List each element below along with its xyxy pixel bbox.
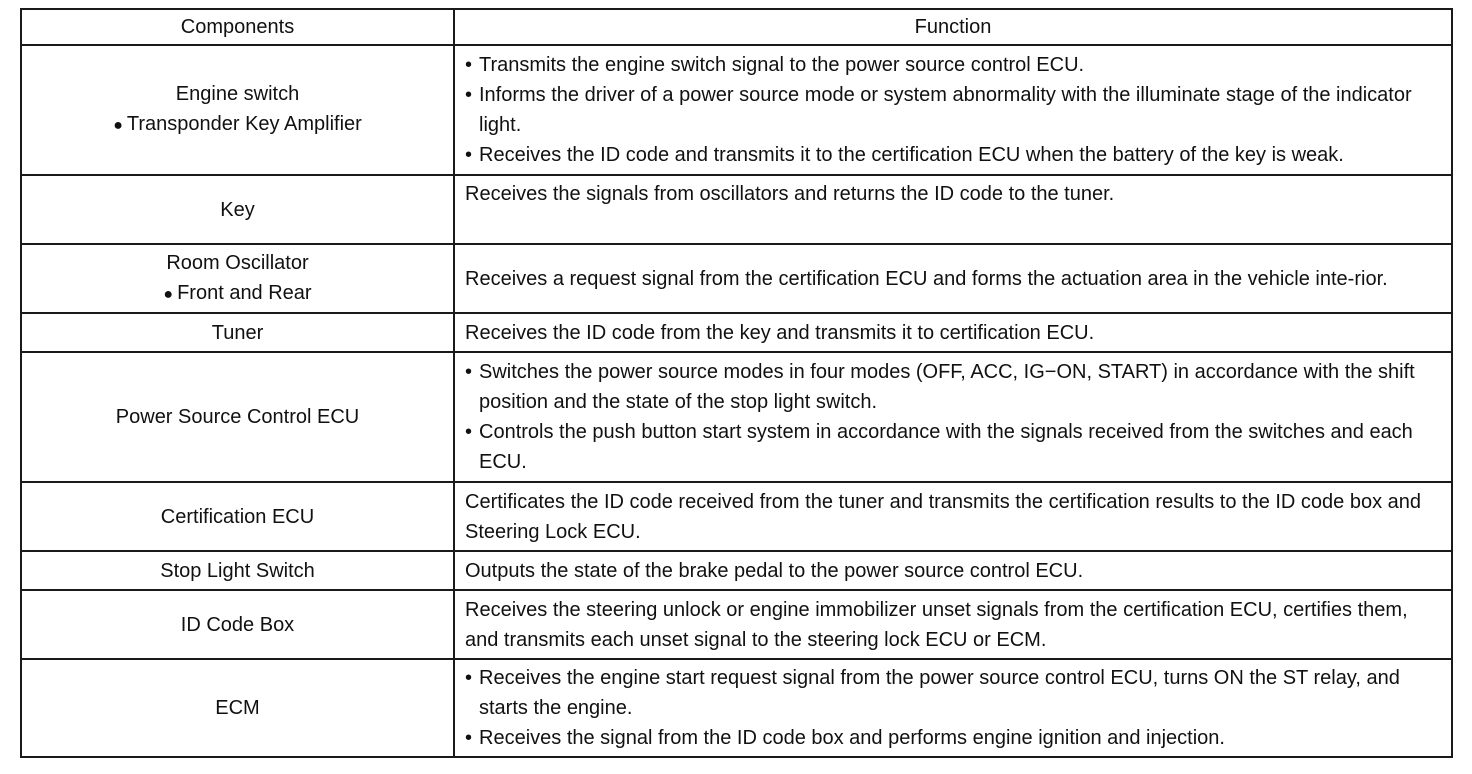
bullet-dot-icon: ● <box>113 117 123 134</box>
function-text: Receives the ID code from the key and transmits it to certification ECU. <box>465 321 1095 344</box>
function-cell <box>454 590 1452 659</box>
function-cell <box>454 313 1452 352</box>
function-cell <box>454 175 1452 244</box>
function-bullet: Receives the ID code and transmits it to the certification ECU when the battery of the key is weak. <box>479 144 1344 166</box>
function-text: Receives the steering unlock or engine immobilizer unset signals from the certification ECU, certifies them, and transmits each unset signal to the steering lock ECU or ECM. <box>465 598 1408 651</box>
function-bullet: Receives the signal from the ID code box and performs engine ignition and injection. <box>479 727 1225 749</box>
function-cell <box>454 244 1452 313</box>
function-text: Receives a request signal from the certification ECU and forms the actuation area in the vehicle inte-rior. <box>465 267 1388 290</box>
component-cell <box>21 482 454 551</box>
component-cell <box>21 659 454 757</box>
components-function-table <box>20 8 1453 758</box>
header-row <box>21 9 1452 45</box>
function-cell <box>454 45 1452 175</box>
component-name: Key <box>220 198 255 221</box>
table-row <box>21 659 1452 757</box>
component-name: Stop Light Switch <box>160 559 315 582</box>
component-name: ECM <box>215 697 260 719</box>
bullet-icon: • <box>465 144 473 166</box>
bullet-icon: • <box>465 54 473 76</box>
function-bullet: Informs the driver of a power source mode or system abnormality with the illuminate stage of the indicator light. <box>479 84 1412 136</box>
function-bullet: Transmits the engine switch signal to the power source control ECU. <box>479 54 1085 76</box>
function-bullet: Controls the push button start system in accordance with the signals received from the switches and each ECU. <box>479 421 1413 473</box>
table-row <box>21 244 1452 313</box>
bullet-icon: • <box>465 667 473 689</box>
bullet-icon: • <box>465 421 473 443</box>
function-cell <box>454 482 1452 551</box>
table-row <box>21 482 1452 551</box>
component-name: Engine switch <box>175 83 300 105</box>
header-components: Components <box>21 9 454 45</box>
function-text: Receives the signals from oscillators and returns the ID code to the tuner. <box>465 183 1115 205</box>
component-subitem: Transponder Key Amplifier <box>126 113 362 135</box>
table-row <box>21 551 1452 590</box>
component-cell <box>21 313 454 352</box>
header-function: Function <box>454 9 1452 45</box>
component-cell <box>21 551 454 590</box>
function-text: Certificates the ID code received from the tuner and transmits the certification results to the ID code box and Steering Lock ECU. <box>465 490 1422 543</box>
component-name: Power Source Control ECU <box>115 406 360 428</box>
function-bullet: Receives the engine start request signal from the power source control ECU, turns ON the ST relay, and starts the engine. <box>479 667 1400 719</box>
component-cell <box>21 590 454 659</box>
component-name: Certification ECU <box>160 505 315 528</box>
table-row <box>21 590 1452 659</box>
bullet-dot-icon: ● <box>163 285 174 303</box>
function-text: Outputs the state of the brake pedal to the power source control ECU. <box>465 559 1084 582</box>
component-cell <box>21 244 454 313</box>
bullet-icon: • <box>465 84 473 106</box>
bullet-icon: • <box>465 361 473 383</box>
table-row <box>21 45 1452 175</box>
component-cell <box>21 175 454 244</box>
table-row <box>21 313 1452 352</box>
component-name: Tuner <box>211 321 264 344</box>
component-name: Room Oscillator <box>166 251 309 274</box>
function-cell <box>454 551 1452 590</box>
function-cell <box>454 352 1452 482</box>
component-cell <box>21 45 454 175</box>
component-subitem: Front and Rear <box>177 281 312 304</box>
table-row <box>21 352 1452 482</box>
function-cell <box>454 659 1452 757</box>
table-row <box>21 175 1452 244</box>
component-name: ID Code Box <box>180 613 295 636</box>
function-bullet: Switches the power source modes in four modes (OFF, ACC, IG−ON, START) in accordance with the shift position and the state of the stop light switch. <box>479 361 1415 413</box>
component-cell <box>21 352 454 482</box>
bullet-icon: • <box>465 727 473 749</box>
